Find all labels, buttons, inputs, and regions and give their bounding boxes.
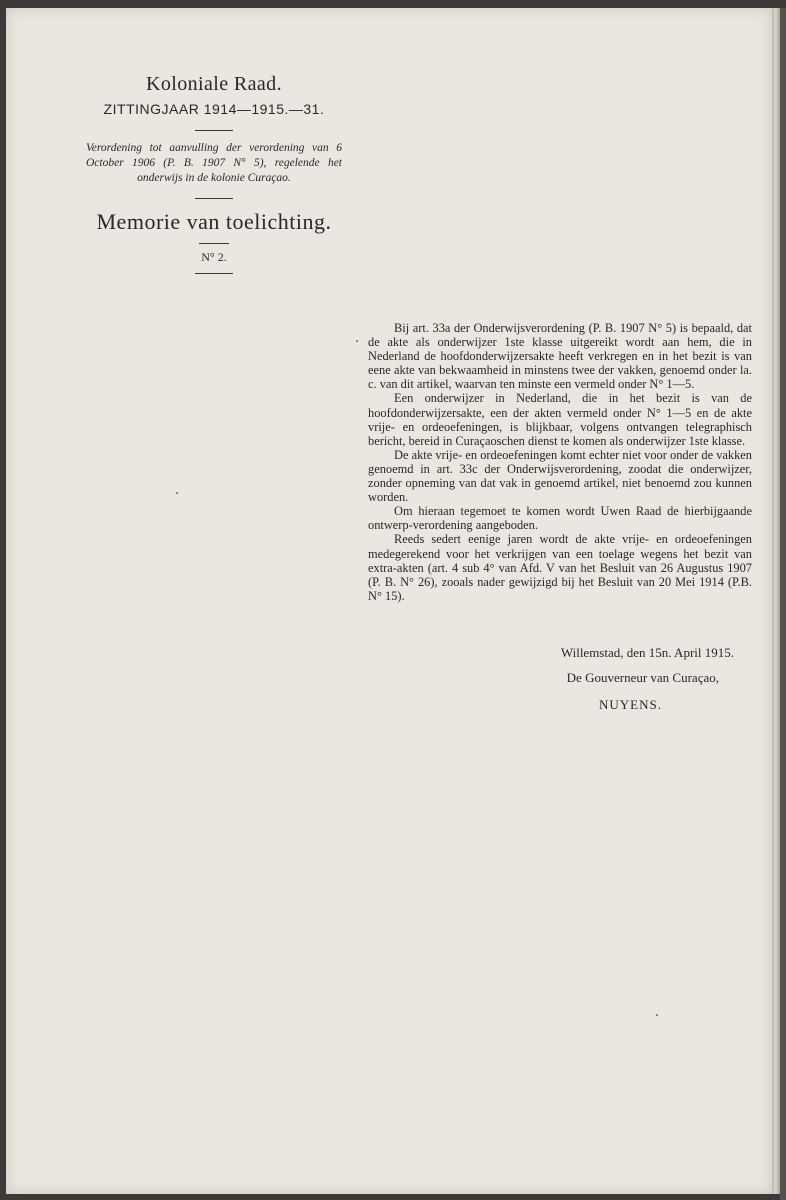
- divider: [195, 273, 233, 274]
- divider: [195, 198, 233, 199]
- page-edge: [772, 8, 780, 1194]
- governor-title: De Gouverneur van Curaçao,: [566, 670, 719, 685]
- signature-name: NUYENS.: [599, 697, 662, 712]
- document-header: [80, 72, 348, 284]
- paper-speck: [176, 492, 178, 494]
- paragraph: Een onderwijzer in Nederland, die in het bezit is van de hoofdonderwijzersakte, een der akten vermeld onder N° 1—5 en de akte vrije- en ordeoefeningen, is blijkbaar, volgens ontvangen telegraphisch bericht, bereid in Curaçaoschen dienst te komen als onderwijzer 1ste klasse.: [368, 391, 752, 448]
- paper-speck: [356, 340, 358, 342]
- ordinance-subject: Verordening tot aanvulling der verordening van 6 October 1906 (P. B. 1907 N° 5), regelende het onderwijs in de kolonie Curaçao.: [86, 142, 342, 184]
- paragraph: Reeds sedert eenige jaren wordt de akte vrije- en ordeoefeningen medegerekend voor het verkrijgen van een toelage wegens het bezit van extra-akten (art. 4 sub 4° van Afd. V van het Besluit van 26 Augustus 1907 (P. B. N° 26), zooals nader gewijzigd bij het Besluit van 20 Mei 1914 (P.B. N° 15).: [368, 532, 752, 603]
- document-number: N° 2.: [201, 250, 227, 264]
- paragraph: Om hieraan tegemoet te komen wordt Uwen Raad de hierbijgaande ontwerp-verordening aangeboden.: [368, 504, 752, 533]
- paragraph: Bij art. 33a der Onderwijsverordening (P. B. 1907 N° 5) is bepaald, dat de akte als onderwijzer 1ste klasse uitgereikt wordt aan hem, die in Nederland de hoofdonderwijzersakte heeft verkregen en in het bezit is van eene akte van bekwaamheid in minstens twee der vakken, genoemd onder la. c. van dit artikel, waarvan ten minste een vermeld onder N° 1—5.: [368, 321, 752, 392]
- page-shadow-edge: [780, 8, 786, 1200]
- divider: [199, 243, 229, 244]
- memo-body: [368, 321, 752, 603]
- paragraph: De akte vrije- en ordeoefeningen komt echter niet voor onder de vakken genoemd in art. 33c der Onderwijsverordening, zoodat die onderwijzer, zonder opneming van dat vak in genoemd artikel, niet benoemd zou kunnen worden.: [368, 447, 752, 505]
- memo-title: Memorie van toelichting.: [96, 209, 332, 234]
- paper-speck: [656, 1014, 658, 1016]
- council-title: Koloniale Raad.: [146, 73, 282, 95]
- divider: [195, 130, 233, 131]
- session-year: ZITTINGJAAR 1914—1915.—31.: [103, 101, 325, 117]
- place-date: Willemstad, den 15n. April 1915.: [560, 645, 734, 660]
